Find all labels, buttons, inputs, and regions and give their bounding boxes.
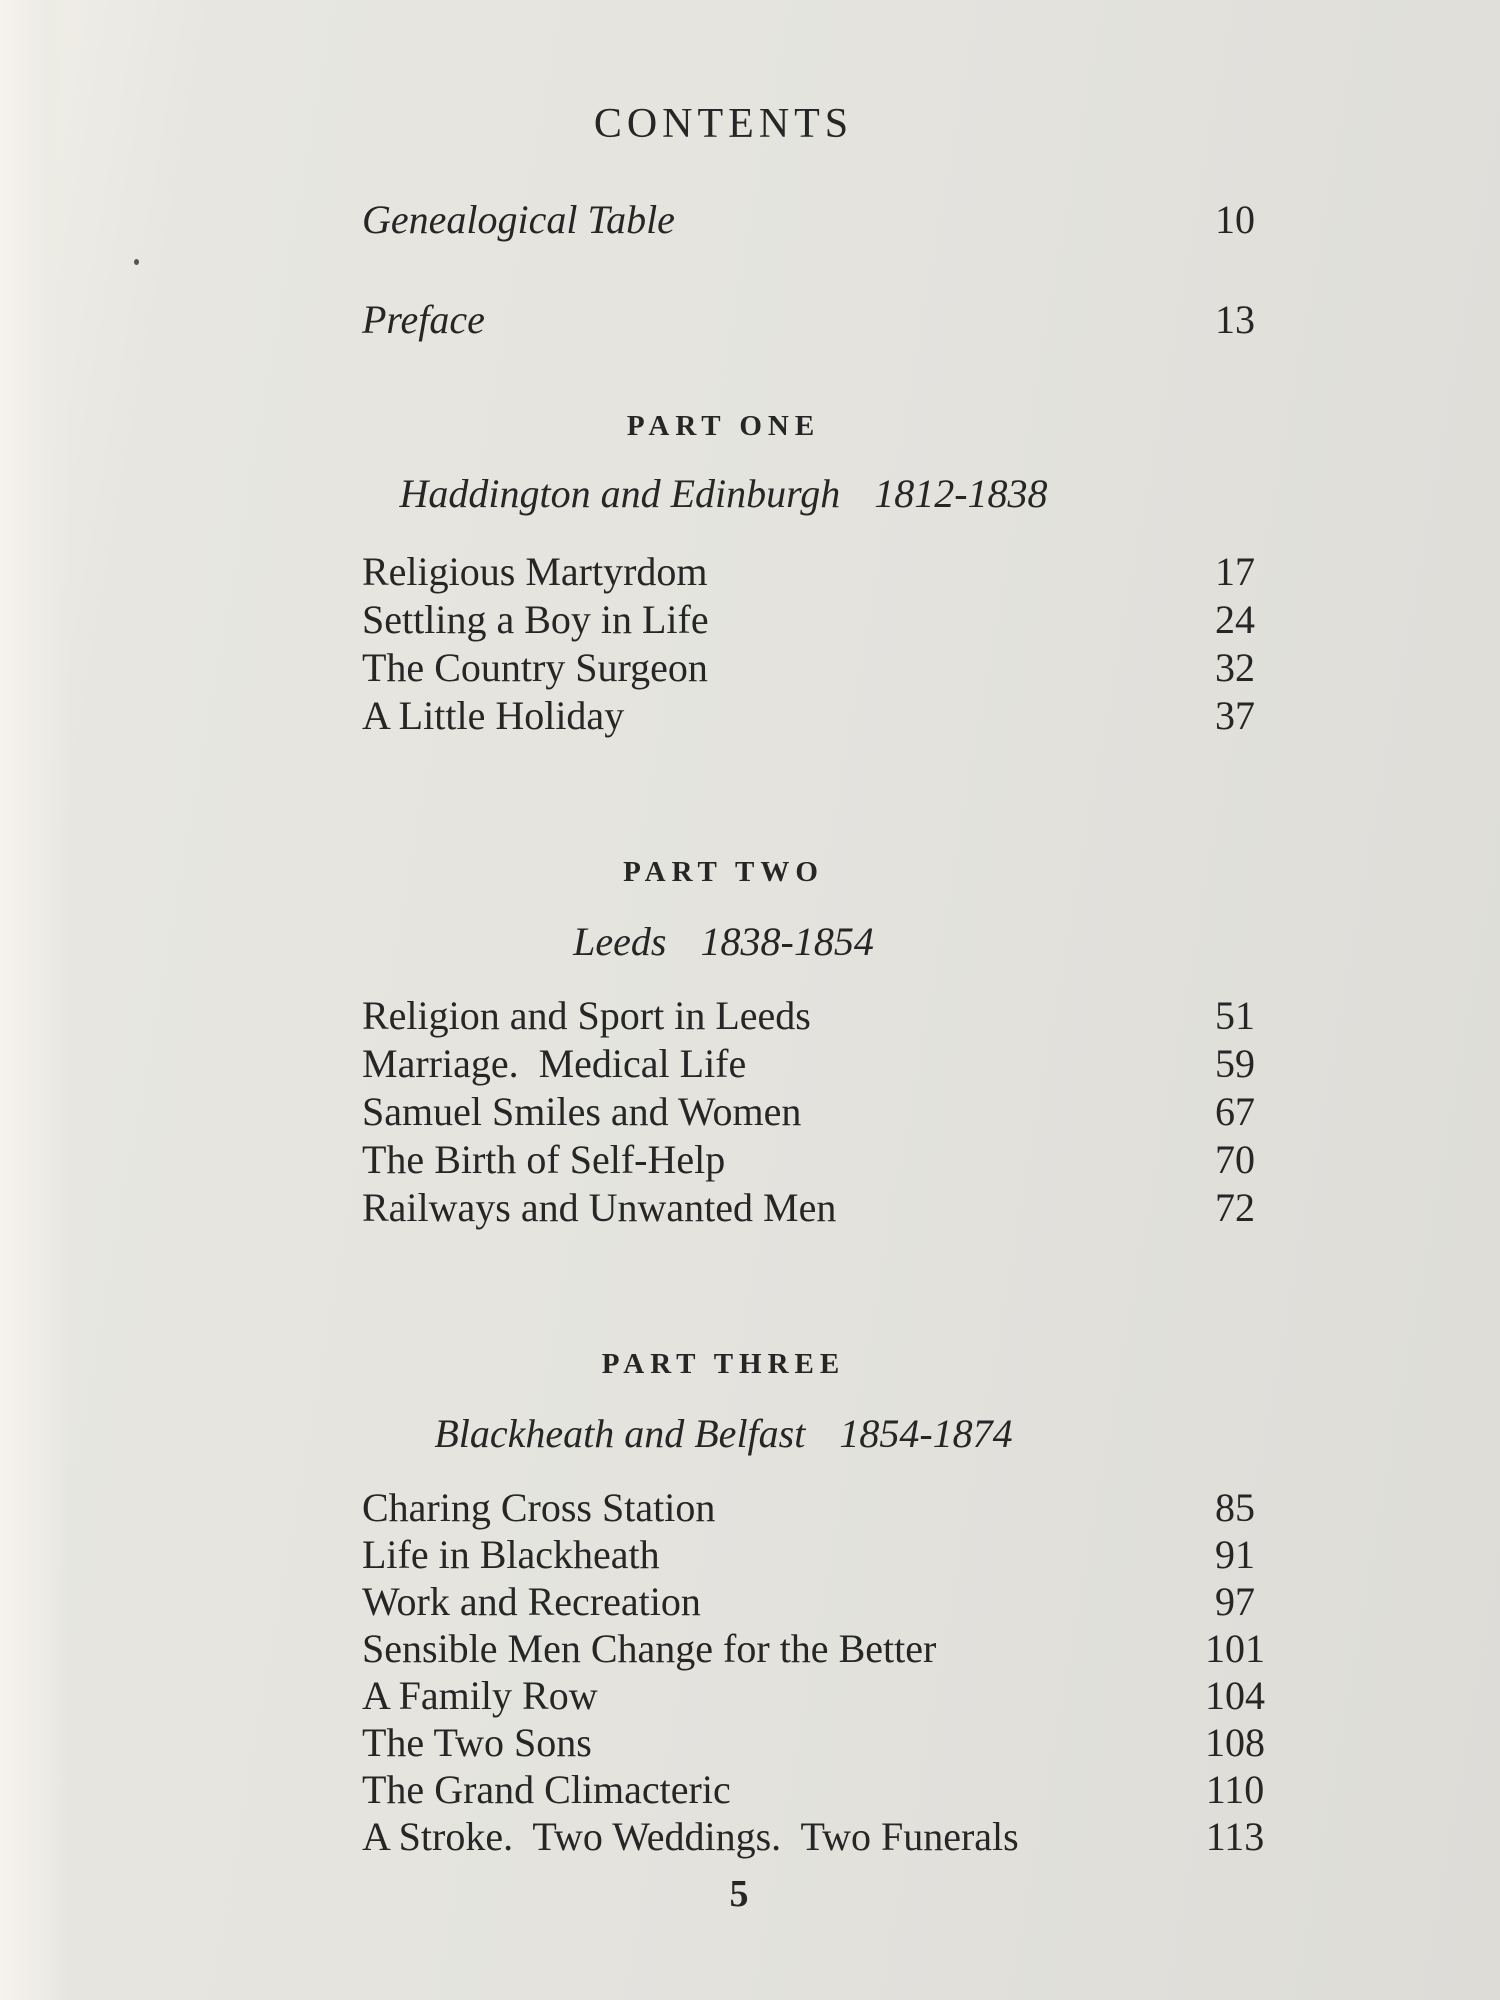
chapter-page: 110 xyxy=(1205,1767,1265,1812)
chapter-page: 97 xyxy=(1215,1579,1255,1624)
page-title: CONTENTS xyxy=(593,101,854,147)
part-subtitle-text: Leeds xyxy=(573,919,667,964)
chapter-page: 51 xyxy=(1215,993,1255,1038)
toc-entry-title: Genealogical Table xyxy=(362,197,675,242)
chapter-page: 91 xyxy=(1215,1532,1255,1577)
chapter-title: Charing Cross Station xyxy=(362,1485,716,1530)
chapter-title: A Little Holiday xyxy=(362,693,625,738)
chapter-title: Marriage. Medical Life xyxy=(362,1041,747,1086)
chapter-page: 72 xyxy=(1215,1185,1255,1230)
page-number: 5 xyxy=(729,1873,749,1915)
part-dates: 1854-1874 xyxy=(839,1411,1013,1456)
chapter-title: Work and Recreation xyxy=(362,1579,701,1624)
chapter-title: A Stroke. Two Weddings. Two Funerals xyxy=(362,1814,1019,1859)
chapter-title: Religion and Sport in Leeds xyxy=(362,993,811,1038)
part-two-subtitle xyxy=(0,918,1447,965)
toc-entry-page: 10 xyxy=(1215,197,1255,242)
chapter-title: Life in Blackheath xyxy=(362,1532,660,1577)
chapter-title: Religious Martyrdom xyxy=(362,549,708,594)
chapter-title: Railways and Unwanted Men xyxy=(362,1185,837,1230)
chapter-page: 113 xyxy=(1205,1814,1265,1859)
chapter-page: 37 xyxy=(1215,693,1255,738)
part-one-subtitle xyxy=(0,470,1447,517)
chapter-title: The Grand Climacteric xyxy=(362,1767,731,1812)
toc-entry-page: 13 xyxy=(1215,297,1255,342)
part-one-label: PART ONE xyxy=(626,410,821,442)
part-two-label: PART TWO xyxy=(623,856,824,888)
chapter-page: 70 xyxy=(1215,1137,1255,1182)
chapter-title: The Two Sons xyxy=(362,1720,592,1765)
chapter-page: 104 xyxy=(1205,1673,1265,1718)
chapter-page: 85 xyxy=(1215,1485,1255,1530)
chapter-page: 67 xyxy=(1215,1089,1255,1134)
chapter-title: Sensible Men Change for the Better xyxy=(362,1626,937,1671)
chapter-page: 32 xyxy=(1215,645,1255,690)
chapter-page: 17 xyxy=(1215,549,1255,594)
part-subtitle-text: Haddington and Edinburgh xyxy=(399,471,841,516)
chapter-page: 59 xyxy=(1215,1041,1255,1086)
part-three-subtitle xyxy=(0,1410,1447,1457)
part-dates: 1812-1838 xyxy=(874,471,1048,516)
chapter-page: 101 xyxy=(1205,1626,1265,1671)
chapter-title: Samuel Smiles and Women xyxy=(362,1089,802,1134)
chapter-title: The Country Surgeon xyxy=(362,645,708,690)
chapter-page: 108 xyxy=(1205,1720,1265,1765)
toc-entry-title: Preface xyxy=(362,297,485,342)
part-subtitle-text: Blackheath and Belfast xyxy=(434,1411,806,1456)
chapter-page: 24 xyxy=(1215,597,1255,642)
chapter-title: Settling a Boy in Life xyxy=(362,597,709,642)
chapter-title: A Family Row xyxy=(362,1673,598,1718)
part-dates: 1838-1854 xyxy=(700,919,874,964)
chapter-title: The Birth of Self-Help xyxy=(362,1137,726,1182)
part-three-label: PART THREE xyxy=(601,1348,846,1380)
